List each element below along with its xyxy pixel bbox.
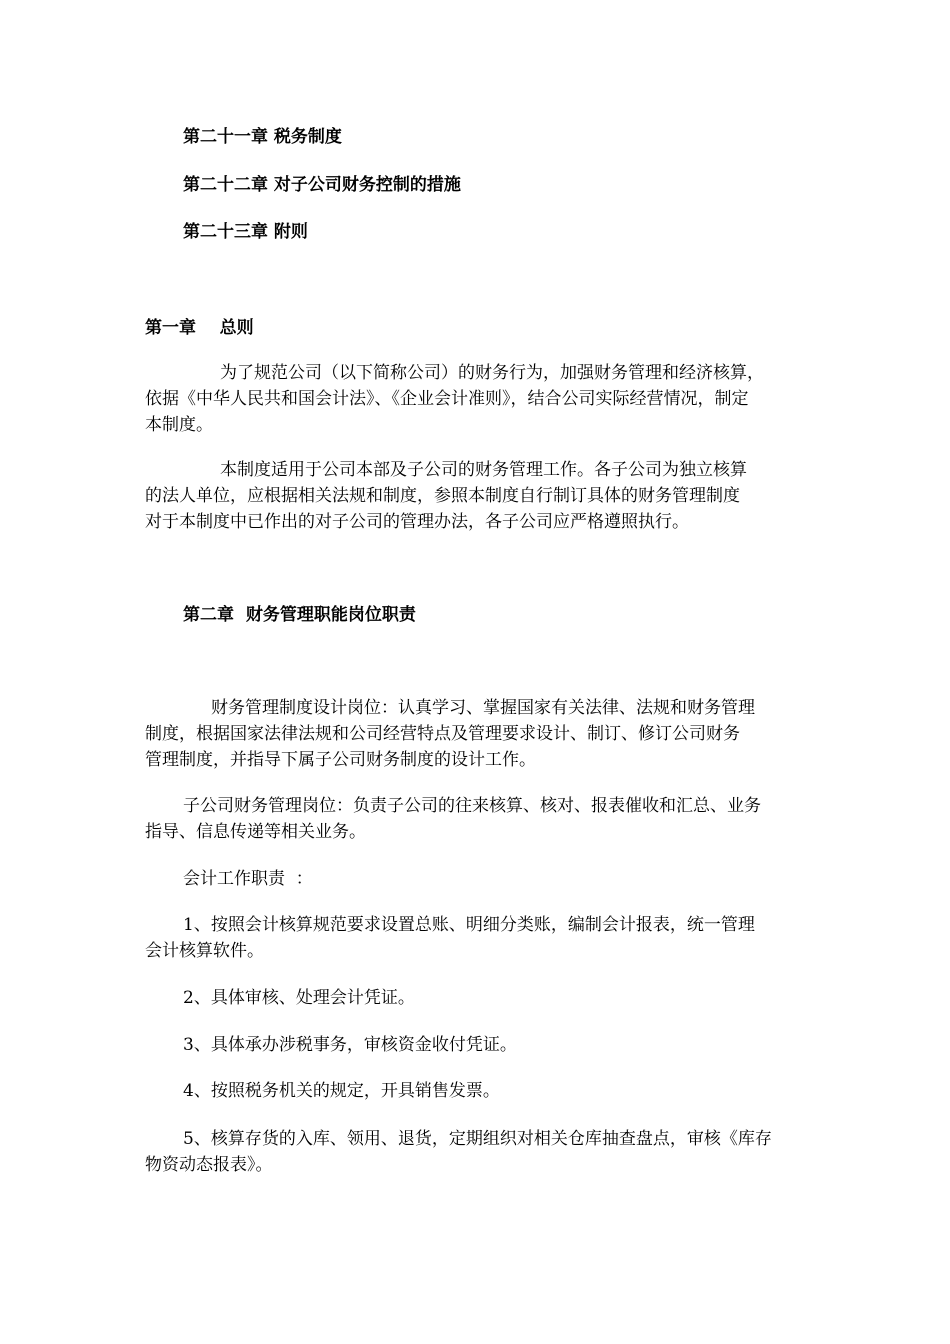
- paragraph-line: 5、核算存货的入库、领用、退货，定期组织对相关仓库抽查盘点，审核《库存: [183, 1129, 772, 1149]
- paragraph-line: 子公司财务管理岗位：负责子公司的往来核算、核对、报表催收和汇总、业务: [183, 796, 761, 816]
- paragraph-line: 为了规范公司（以下简称公司）的财务行为，加强财务管理和经济核算，: [220, 363, 764, 383]
- chapter-2-title: 第二章 财务管理职能岗位职责: [183, 605, 416, 625]
- paragraph-line: 的法人单位，应根据相关法规和制度，参照本制度自行制订具体的财务管理制度: [145, 486, 740, 506]
- chapter-1-paragraph-1: [145, 360, 807, 438]
- toc-entry-chapter-21: 第二十一章 税务制度: [183, 127, 342, 147]
- chapter-2-paragraph-2: [145, 793, 807, 845]
- paragraph-line: 对于本制度中已作出的对子公司的管理办法，各子公司应严格遵照执行。: [145, 512, 689, 532]
- accounting-duties-label: [145, 866, 807, 892]
- paragraph-line: 本制度适用于公司本部及子公司的财务管理工作。各子公司为独立核算: [220, 460, 747, 480]
- paragraph-line: 依据《中华人民共和国会计法》、《企业会计准则》，结合公司实际经营情况，制定: [145, 389, 749, 409]
- duty-item-5: [145, 1126, 807, 1178]
- paragraph-line: 物资动态报表》。: [145, 1155, 273, 1175]
- paragraph-line: 3、具体承办涉税事务，审核资金收付凭证。: [183, 1035, 517, 1055]
- duty-item-2: [145, 985, 807, 1011]
- duty-item-3: [145, 1032, 807, 1058]
- chapter-1-title: 第一章 总则: [145, 318, 254, 338]
- paragraph-line: 管理制度，并指导下属子公司财务制度的设计工作。: [145, 750, 536, 770]
- paragraph-line: 本制度。: [145, 415, 213, 435]
- duty-item-1: [145, 912, 807, 964]
- paragraph-line: 2、具体审核、处理会计凭证。: [183, 988, 415, 1008]
- chapter-1-paragraph-2: [145, 457, 807, 535]
- paragraph-line: 财务管理制度设计岗位：认真学习、掌握国家有关法律、法规和财务管理: [211, 698, 755, 718]
- toc-entry-chapter-23: 第二十三章 附则: [183, 222, 308, 242]
- chapter-2-paragraph-1: [145, 695, 807, 773]
- paragraph-line: 制度，根据国家法律法规和公司经营特点及管理要求设计、制订、修订公司财务: [145, 724, 740, 744]
- paragraph-line: 指导、信息传递等相关业务。: [145, 822, 366, 842]
- toc-entry-chapter-22: 第二十二章 对子公司财务控制的措施: [183, 175, 461, 195]
- paragraph-line: 会计核算软件。: [145, 941, 264, 961]
- paragraph-line: 会计工作职责 ：: [183, 869, 313, 889]
- duty-item-4: [145, 1078, 807, 1104]
- paragraph-line: 1、按照会计核算规范要求设置总账、明细分类账，编制会计报表，统一管理: [183, 915, 755, 935]
- paragraph-line: 4、按照税务机关的规定，开具销售发票。: [183, 1081, 500, 1101]
